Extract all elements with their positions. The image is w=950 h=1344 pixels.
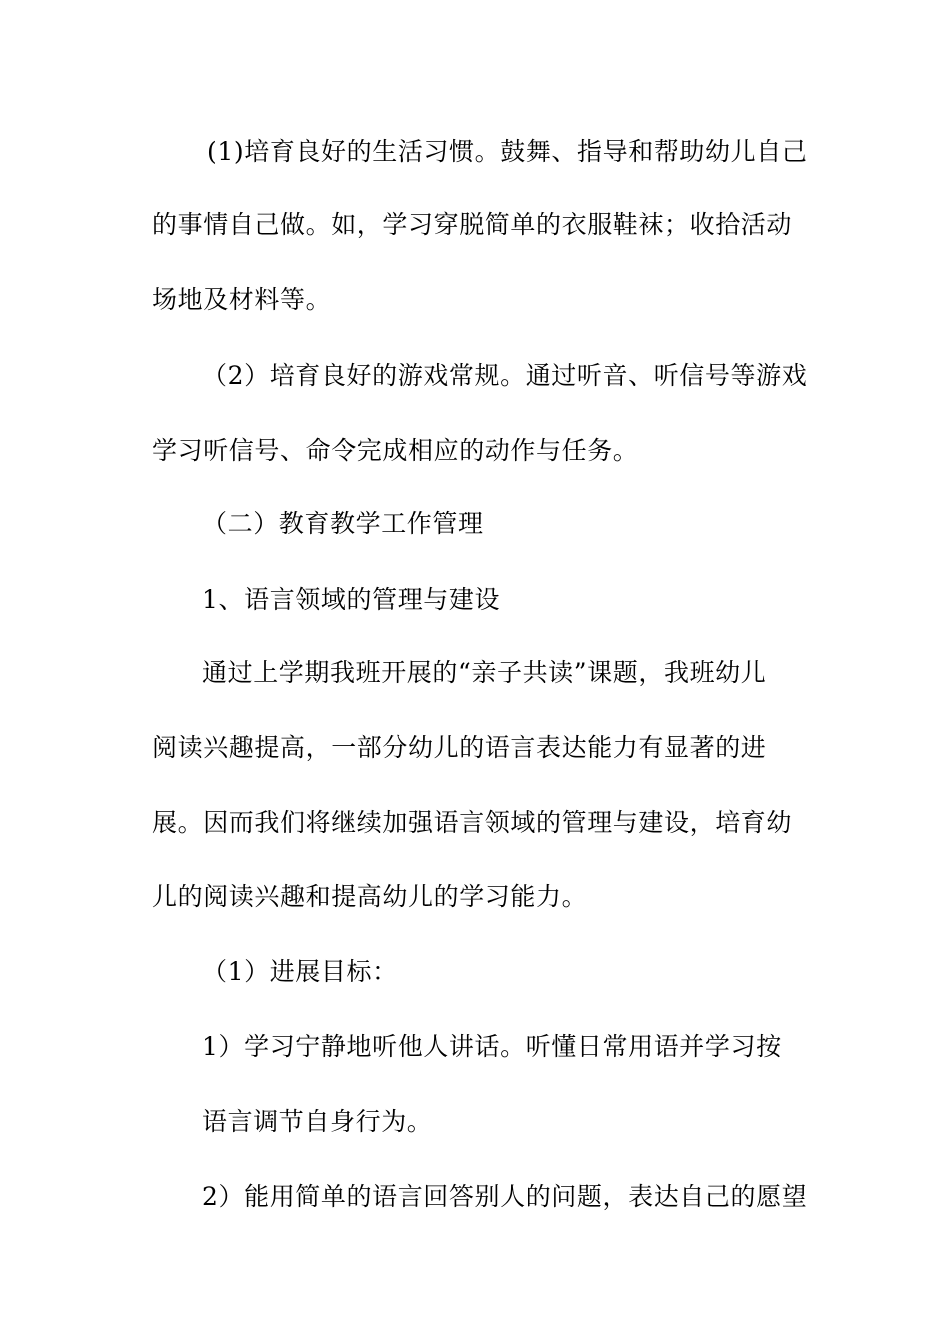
text-line: 学习听信号、命令完成相应的动作与任务。 (152, 436, 639, 465)
text-line: 场地及材料等。 (152, 285, 332, 314)
section-heading: （二）教育教学工作管理 (202, 509, 484, 538)
text-line: 语言调节自身行为。 (202, 1107, 433, 1136)
text-line: 1）学习宁静地听他人讲话。听懂日常用语并学习按 (202, 1032, 782, 1061)
text-line: （2）培育良好的游戏常规。通过听音、听信号等游戏 (202, 361, 808, 390)
text-line: (1)培育良好的生活习惯。鼓舞、指导和帮助幼儿自己 (207, 137, 808, 166)
subsection-heading: 1、语言领域的管理与建设 (202, 585, 501, 614)
text-line: 阅读兴趣提高，一部分幼儿的语言表达能力有显著的进 (152, 733, 767, 762)
text-line: 2）能用简单的语言回答别人的问题，表达自己的愿望 (202, 1182, 808, 1211)
item-heading: （1）进展目标： (202, 957, 398, 986)
text-line: 的事情自己做。如，学习穿脱简单的衣服鞋袜；收拾活动 (152, 210, 793, 239)
text-line: 儿的阅读兴趣和提高幼儿的学习能力。 (152, 882, 588, 911)
text-line: 展。因而我们将继续加强语言领域的管理与建设，培育幼 (152, 808, 793, 837)
text-line: 通过上学期我班开展的“亲子共读”课题，我班幼儿 (202, 658, 767, 687)
